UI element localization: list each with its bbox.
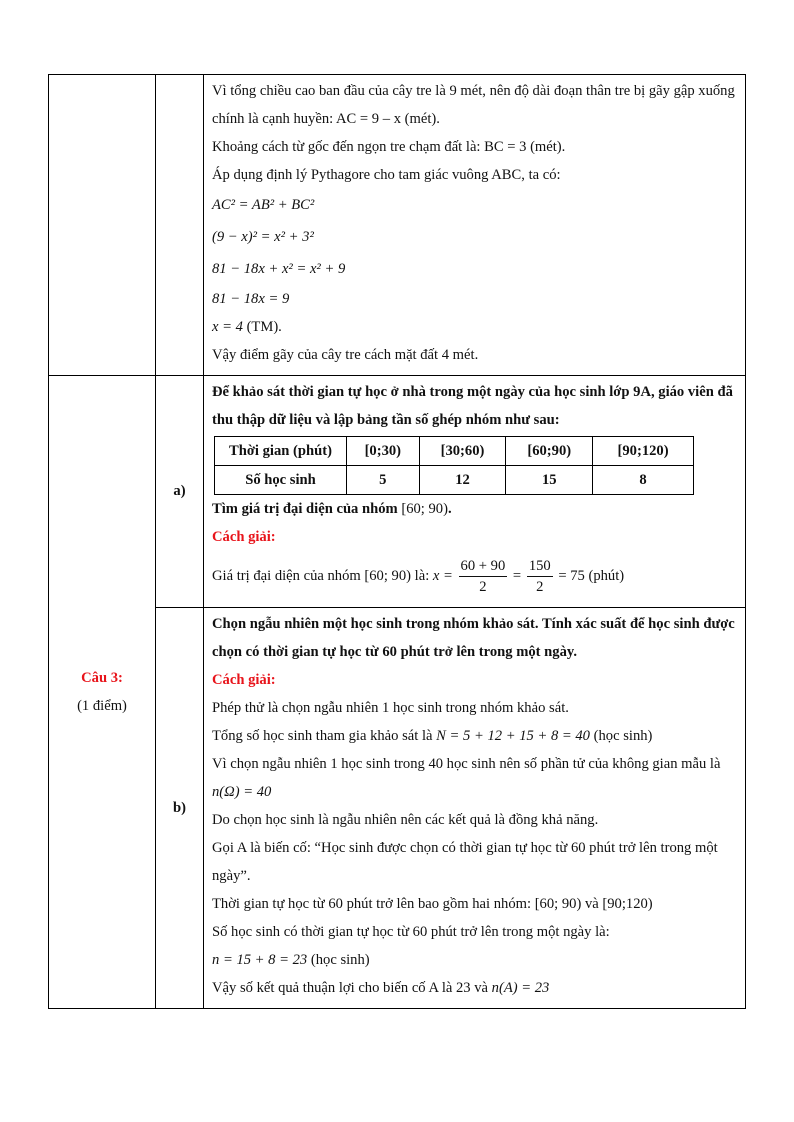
part-b-line-1: Phép thử là chọn ngẫu nhiên 1 học sinh trong nhóm khảo sát.: [212, 700, 569, 716]
part-b-line-3: [212, 750, 741, 806]
prev-line-2: Khoảng cách từ gốc đến ngọn tre chạm đất là: BC = 3 (mét).: [212, 139, 566, 155]
part-a-content: [204, 376, 746, 608]
line-2-math: N = 5 + 12 + 15 + 8 = 40: [436, 728, 590, 744]
line-8-suffix: (học sinh): [307, 952, 370, 968]
header-time: Thời gian (phút): [215, 437, 347, 466]
part-b-line-6: [212, 890, 741, 918]
part-b-method: Cách giải:: [212, 672, 276, 688]
part-a-question: Để khảo sát thời gian tự học ở nhà trong một ngày của học sinh lớp 9A, giáo viên đã thu thập dữ liệu và lập bảng tần số ghép nhóm như sau:: [212, 384, 733, 428]
line-6-group-1: [60; 90): [534, 896, 582, 912]
fraction-2: [527, 556, 553, 597]
line-9-prefix: Vậy số kết quả thuận lợi cho biến cố A là 23 và: [212, 980, 492, 996]
prev-part-cell: [156, 75, 204, 376]
prev-line-1: Vì tổng chiều cao ban đầu của cây tre là 9 mét, nên độ dài đoạn thân tre bị gãy gập xuống chính là cạnh huyền: AC = 9 – x (mét).: [212, 83, 735, 127]
line-3-math: n(Ω) = 40: [212, 784, 272, 800]
part-b-line-8: [212, 946, 741, 974]
fraction-1-numerator: 60 + 90: [459, 556, 508, 577]
equals-sign: =: [512, 568, 522, 584]
count-1: 5: [347, 466, 420, 495]
line-6-and: và: [581, 896, 603, 912]
equation-5: [212, 313, 741, 341]
part-b-label: b): [156, 608, 204, 1009]
equation-5-tail: (TM).: [242, 319, 282, 335]
line-6-prefix: Thời gian tự học từ 60 phút trở lên bao gồm hai nhóm:: [212, 896, 535, 912]
line-9-math: n(A) = 23: [491, 980, 550, 996]
header-group-3: [60;90): [506, 437, 593, 466]
equation-4: 81 − 18x = 9: [212, 291, 290, 307]
row-label: Số học sinh: [215, 466, 347, 495]
ask-group: [60; 90): [401, 501, 448, 517]
answer-tail: = 75 (phút): [558, 568, 625, 584]
header-group-2: [30;60): [419, 437, 506, 466]
answer-prefix: Giá trị đại diện của nhóm: [212, 568, 365, 584]
part-b-line-9: [212, 974, 741, 1002]
answer-group: [60; 90): [364, 568, 412, 584]
ask-prefix: Tìm giá trị đại diện của nhóm: [212, 501, 402, 517]
equation-2: (9 − x)² = x² + 3²: [212, 229, 314, 245]
line-2-suffix: (học sinh): [589, 728, 653, 744]
frequency-table-header: [215, 437, 694, 466]
answer-mid: là:: [411, 568, 433, 584]
answer-x: x =: [432, 568, 453, 584]
prev-conclusion: Vậy điểm gãy của cây tre cách mặt đất 4 mét.: [212, 347, 479, 363]
line-6-group-2: [90;120): [602, 896, 653, 912]
equation-3: 81 − 18x + x² = x² + 9: [212, 261, 346, 277]
part-b-line-5: Gọi A là biến cố: “Học sinh được chọn có thời gian tự học từ 60 phút trở lên trong một ngày”.: [212, 840, 718, 884]
question-number: Câu 3:: [81, 670, 123, 686]
question-points: (1 điểm): [77, 698, 127, 714]
line-2-prefix: Tổng số học sinh tham gia khảo sát là: [212, 728, 437, 744]
prev-question-cell: [49, 75, 156, 376]
part-a-method: Cách giải:: [212, 529, 276, 545]
count-2: 12: [419, 466, 506, 495]
frequency-table: [214, 436, 694, 495]
ask-suffix: .: [447, 501, 452, 517]
part-b-question: Chọn ngẫu nhiên một học sinh trong nhóm khảo sát. Tính xác suất để học sinh được chọn có thời gian tự học từ 60 phút trở lên trong một ngày.: [212, 616, 735, 660]
part-b-line-4: Do chọn học sinh là ngẫu nhiên nên các kết quả là đồng khả năng.: [212, 812, 599, 828]
prev-question-row: [49, 75, 746, 376]
fraction-1: [459, 556, 508, 597]
prev-line-3: Áp dụng định lý Pythagore cho tam giác vuông ABC, ta có:: [212, 167, 561, 183]
part-a-answer: [212, 551, 741, 601]
part-b-line-2: [212, 722, 741, 750]
line-8-math: n = 15 + 8 = 23: [212, 952, 308, 968]
header-group-1: [0;30): [347, 437, 420, 466]
fraction-2-numerator: 150: [527, 556, 553, 577]
part-a-ask: [212, 495, 741, 523]
count-4: 8: [593, 466, 694, 495]
part-a-label: a): [156, 376, 204, 608]
header-group-4: [90;120): [593, 437, 694, 466]
cau3-label-cell: [49, 376, 156, 1009]
equation-1: AC² = AB² + BC²: [212, 197, 315, 213]
fraction-1-denominator: 2: [479, 579, 487, 596]
count-3: 15: [506, 466, 593, 495]
solution-table: [48, 74, 746, 1009]
part-b-line-7: Số học sinh có thời gian tự học từ 60 phút trở lên trong một ngày là:: [212, 924, 610, 940]
equation-5-math: x = 4: [212, 319, 243, 335]
fraction-2-denominator: 2: [536, 579, 544, 596]
prev-solution-cell: [204, 75, 746, 376]
part-b-content: [204, 608, 746, 1009]
cau3-part-a-row: [49, 376, 746, 608]
frequency-table-row: [215, 466, 694, 495]
line-3-text: Vì chọn ngẫu nhiên 1 học sinh trong 40 học sinh nên số phần tử của không gian mẫu là: [212, 756, 721, 772]
